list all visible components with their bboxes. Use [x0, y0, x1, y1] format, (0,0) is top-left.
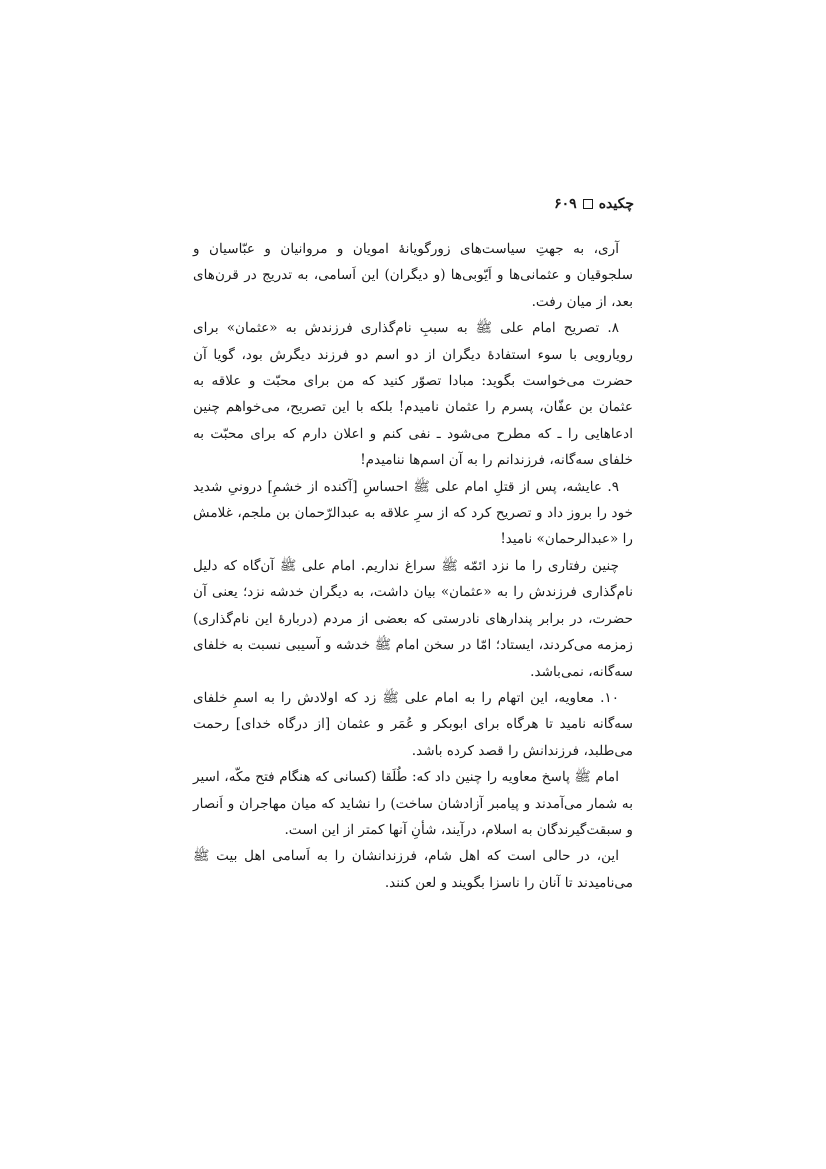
- page-number: ۶۰۹: [554, 196, 577, 212]
- paragraph-4: چنین رفتاری را ما نزد ائمّه ﷺ سراغ نداریم. امام علی ﷺ آن‌گاه که دلیل نام‌گذاری فرزندش را به «عثمان» بیان داشت، به دیگران خدشه نزد؛ یعنی آن حضرت، در برابر پندارهای نادرستی که بعضی از مردم (دربارهٔ این نام‌گذاری) زمزمه می‌کردند، ایستاد؛ امّا در سخن امام ﷺ خدشه و آسیبی نسبت به خلفای سه‌گانه، نمی‌باشد.: [193, 557, 633, 680]
- paragraph-1: آری، به جهتِ سیاست‌های زورگویانهٔ امویان و مروانیان و عبّاسیان و سلجوقیان و عثمانی‌ها و اَیّوبی‌ها (و دیگران) این اَسامی، به تدریج در قرن‌های بعد، از میان رفت.: [193, 241, 633, 310]
- paragraph-6: امام ﷺ پاسخ معاویه را چنین داد که: طُلَقا (کسانی که هنگام فتح مکّه، اسیر به شمار می‌آمدند و پیامبر آزادشان ساخت) را نشاید که میان مهاجران و اَنصار و سبقت‌گیرندگان به اسلام، درآیند، شأنِ آنها کمتر از این است.: [193, 769, 633, 838]
- body-text: [193, 236, 633, 896]
- chapter-title: چکیده: [598, 196, 634, 212]
- running-head: [554, 196, 634, 212]
- paragraph-7: این، در حالی است که اهل شام، فرزندانشان را به اَسامی اهل بیت ﷺ می‌نامیدند تا آنان را ناسزا بگویند و لعن کنند.: [193, 848, 633, 891]
- paragraph-5: ۱۰. معاویه، این اتهام را به امام علی ﷺ زد که اولادش را به اسمِ خلفای سه‌گانه نامید تا هرگاه برای ابوبکر و عُمَر و عثمان [از درگاه خدای] رحمت می‌طلبد، فرزندانش را قصد کرده باشد.: [193, 689, 633, 759]
- paragraph-2: ۸. تصریح امام علی ﷺ به سببِ نام‌گذاری فرزندش به «عثمان» برای رویارویی با سوء استفادهٔ دیگران از دو اسم دو فرزند دیگرش بود، گویا آن حضرت می‌خواست بگوید: مبادا تصوّر کنید که من برای محبّت و علاقه به عثمان بن عفّان، پسرم را عثمان نامیدم! بلکه با این تصریح، می‌خواهم چنین ادعاهایی را ـ که مطرح می‌شود ـ نفی کنم و اعلان دارم که برای محبّت به خلفای سه‌گانه، فرزندانم را به آن اسم‌ها ننامیدم!: [193, 320, 633, 469]
- square-outline-icon: [583, 199, 593, 209]
- paragraph-3: ۹. عایشه، پس از قتلِ امام علی ﷺ احساسِ [آکنده از خشمِ] درونیِ شدید خود را بروز داد و تصریح کرد که از سرِ علاقه به عبدالرّحمان بن ملجم، غلامش را «عبدالرحمان» نامید!: [193, 478, 633, 548]
